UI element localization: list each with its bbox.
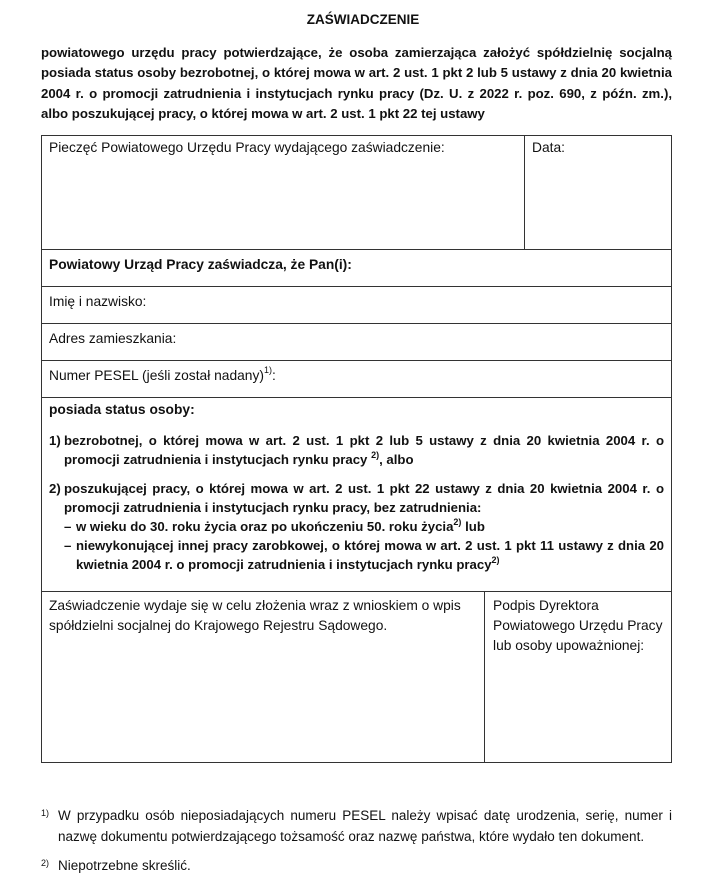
status-option-unemployed[interactable]	[49, 431, 664, 469]
purpose-cell	[42, 592, 485, 762]
stamp-field[interactable]	[42, 136, 525, 249]
date-field[interactable]	[525, 136, 671, 249]
address-field[interactable]	[42, 324, 671, 361]
pesel-field[interactable]	[42, 361, 671, 398]
footnote-2	[41, 856, 672, 877]
status-row	[42, 398, 671, 592]
option-1-tail: , albo	[379, 452, 414, 467]
purpose-text: Zaświadczenie wydaje się w celu złożenia wraz z wnioskiem o wpis spółdzielni socjalnej do Krajowego Rejestru Sądowego.	[49, 598, 461, 633]
name-label: Imię i nazwisko:	[49, 294, 147, 309]
option-2-text: poszukującej pracy, o której mowa w art. 2 ust. 1 pkt 22 ustawy z dnia 20 kwietnia 2004 r. o promocji zatrudnienia i instytucjach rynku pracy, bez zatrudnienia:	[64, 481, 664, 515]
footnote-text: W przypadku osób nieposiadających numeru PESEL należy wpisać datę urodzenia, serię, numer i nazwę dokumentu potwierdzającego tożsamość oraz nazwę państwa, które wydało ten dokument.	[58, 808, 672, 844]
sub-option-text	[76, 536, 664, 574]
pesel-footnote-ref: 1)	[263, 365, 272, 376]
status-heading: posiada status osoby:	[49, 402, 195, 417]
pesel-label: Numer PESEL (jeśli został nadany)	[49, 368, 264, 383]
certificate-form	[41, 135, 672, 763]
intro-paragraph: powiatowego urzędu pracy potwierdzające, że osoba zamierzająca założyć spółdzielnię socjalną posiada status osoby bezrobotnej, o której mowa w art. 2 ust. 1 pkt 2 lub 5 ustawy z dnia 20 kwietnia 2004 r. o promocji zatrudnienia i instytucjach rynku pracy (Dz. U. z 2022 r. poz. 690, z późn. zm.), albo poszukującej pracy, o której mowa w art. 2 ust. 1 pkt 22 tej ustawy	[41, 45, 672, 122]
option-text	[64, 479, 664, 574]
pesel-colon: :	[271, 368, 276, 383]
option-text	[64, 431, 664, 469]
document-title: ZAŚWIADCZENIE	[306, 12, 420, 27]
stamp-date-row	[42, 136, 671, 250]
stamp-label: Pieczęć Powiatowego Urzędu Pracy wydającego zaświadczenie:	[49, 140, 445, 155]
purpose-signature-row	[42, 592, 671, 762]
name-field[interactable]	[42, 287, 671, 324]
option-number: 1)	[49, 433, 61, 448]
footnote-ref: 2)	[491, 554, 500, 565]
sub-option-1-text: w wieku do 30. roku życia oraz po ukończeniu 50. roku życia	[76, 519, 454, 534]
certifies-label: Powiatowy Urząd Pracy zaświadcza, że Pan(i):	[49, 257, 352, 272]
option-number: 2)	[49, 481, 61, 496]
dash-bullet: –	[64, 519, 72, 534]
address-label: Adres zamieszkania:	[49, 331, 177, 346]
footnote-1	[41, 806, 672, 847]
sub-option-text	[76, 517, 664, 536]
status-option-job-seeker[interactable]	[49, 479, 664, 574]
footnote-ref: 2)	[453, 516, 462, 527]
dash-bullet: –	[64, 538, 72, 553]
footnotes	[41, 806, 672, 877]
sub-option-2-text: niewykonującej innej pracy zarobkowej, o której mowa w art. 2 ust. 1 pkt 11 ustawy z dnia 20 kwietnia 2004 r. o promocji zatrudnienia i instytucjach rynku pracy	[76, 538, 664, 572]
sub-option-no-work[interactable]	[64, 536, 664, 574]
signature-field[interactable]	[485, 592, 671, 762]
footnote-mark: 2)	[41, 858, 50, 868]
signature-label: Podpis Dyrektora Powiatowego Urzędu Pracy lub osoby upoważnionej:	[493, 598, 663, 653]
date-label: Data:	[532, 140, 565, 155]
sub-option-1-tail: lub	[461, 519, 485, 534]
footnote-mark: 1)	[41, 808, 50, 818]
footnote-ref: 2)	[371, 449, 380, 460]
option-1-text: bezrobotnej, o której mowa w art. 2 ust. 1 pkt 2 lub 5 ustawy z dnia 20 kwietnia 2004 r. o promocji zatrudnienia i instytucjach rynku pracy	[64, 433, 664, 467]
sub-option-age[interactable]	[64, 517, 664, 536]
certifies-row	[42, 250, 671, 287]
footnote-text: Niepotrzebne skreślić.	[58, 858, 191, 873]
